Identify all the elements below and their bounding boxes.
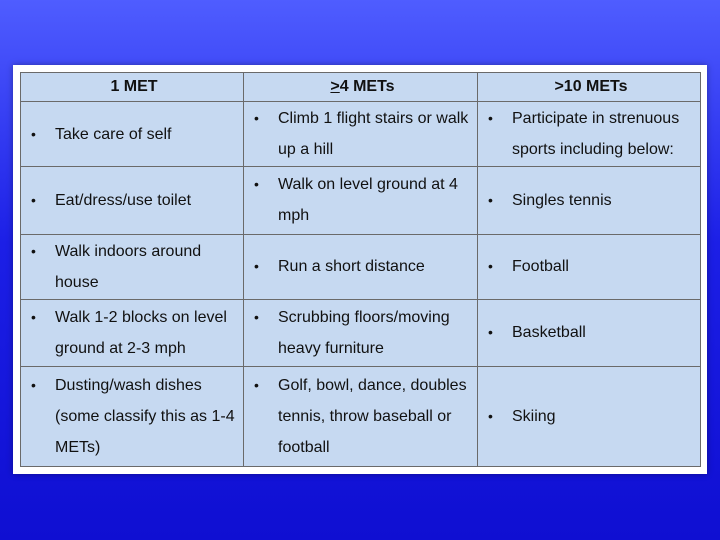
table-cell: [244, 234, 478, 299]
table-cell: [478, 167, 701, 234]
bullet-icon: •: [254, 258, 259, 275]
cell-text: Walk on level ground at 4 mph: [278, 176, 458, 225]
cell-text: Football: [512, 258, 569, 276]
table-cell: [478, 102, 701, 167]
table-cell: [244, 367, 478, 467]
table-cell: [21, 299, 244, 366]
bullet-icon: •: [31, 377, 36, 394]
cell-text: Dusting/wash dishes (some classify this as 1-4 METs): [55, 377, 235, 457]
cell-text: Participate in strenuous sports including below:: [512, 110, 680, 159]
cell-text: Skiing: [512, 408, 556, 426]
table-cell: [478, 367, 701, 467]
cell-text: Run a short distance: [278, 258, 425, 276]
bullet-icon: •: [488, 110, 493, 127]
bullet-icon: •: [31, 125, 36, 142]
bullet-icon: •: [254, 308, 259, 325]
header-4-mets-symbol: >: [330, 78, 340, 95]
table-panel: [13, 65, 707, 474]
table-cell: [21, 234, 244, 299]
cell-text: Scrubbing floors/moving heavy furniture: [278, 308, 450, 357]
table-row: [21, 167, 701, 234]
bullet-icon: •: [488, 191, 493, 208]
cell-text: Take care of self: [55, 125, 172, 143]
cell-text: Walk 1-2 blocks on level ground at 2-3 mph: [55, 308, 227, 357]
cell-text: Climb 1 flight stairs or walk up a hill: [278, 110, 469, 159]
bullet-icon: •: [254, 377, 259, 394]
mets-table: [20, 72, 701, 467]
header-10-mets: >10 METs: [478, 73, 701, 102]
cell-text: Walk indoors around house: [55, 242, 202, 291]
bullet-icon: •: [254, 176, 259, 193]
cell-text: Golf, bowl, dance, doubles tennis, throw baseball or football: [278, 377, 467, 457]
bullet-icon: •: [488, 408, 493, 425]
table-cell: [244, 102, 478, 167]
table-row: [21, 367, 701, 467]
table-cell: [21, 367, 244, 467]
table-cell: [21, 167, 244, 234]
header-4-mets: [244, 73, 478, 102]
header-row: [21, 73, 701, 102]
table-row: [21, 102, 701, 167]
bullet-icon: •: [31, 242, 36, 259]
table-cell: [478, 299, 701, 366]
table-cell: [244, 167, 478, 234]
bullet-icon: •: [488, 324, 493, 341]
cell-text: Singles tennis: [512, 191, 612, 209]
bullet-icon: •: [488, 258, 493, 275]
bullet-icon: •: [31, 191, 36, 208]
header-4-mets-label: 4 METs: [339, 78, 395, 95]
bullet-icon: •: [31, 308, 36, 325]
bullet-icon: •: [254, 110, 259, 127]
table-cell: [21, 102, 244, 167]
header-1-met: 1 MET: [21, 73, 244, 102]
cell-text: Eat/dress/use toilet: [55, 191, 192, 209]
table-cell: [244, 299, 478, 366]
table-cell: [478, 234, 701, 299]
cell-text: Basketball: [512, 324, 586, 342]
table-row: [21, 299, 701, 366]
table-row: [21, 234, 701, 299]
